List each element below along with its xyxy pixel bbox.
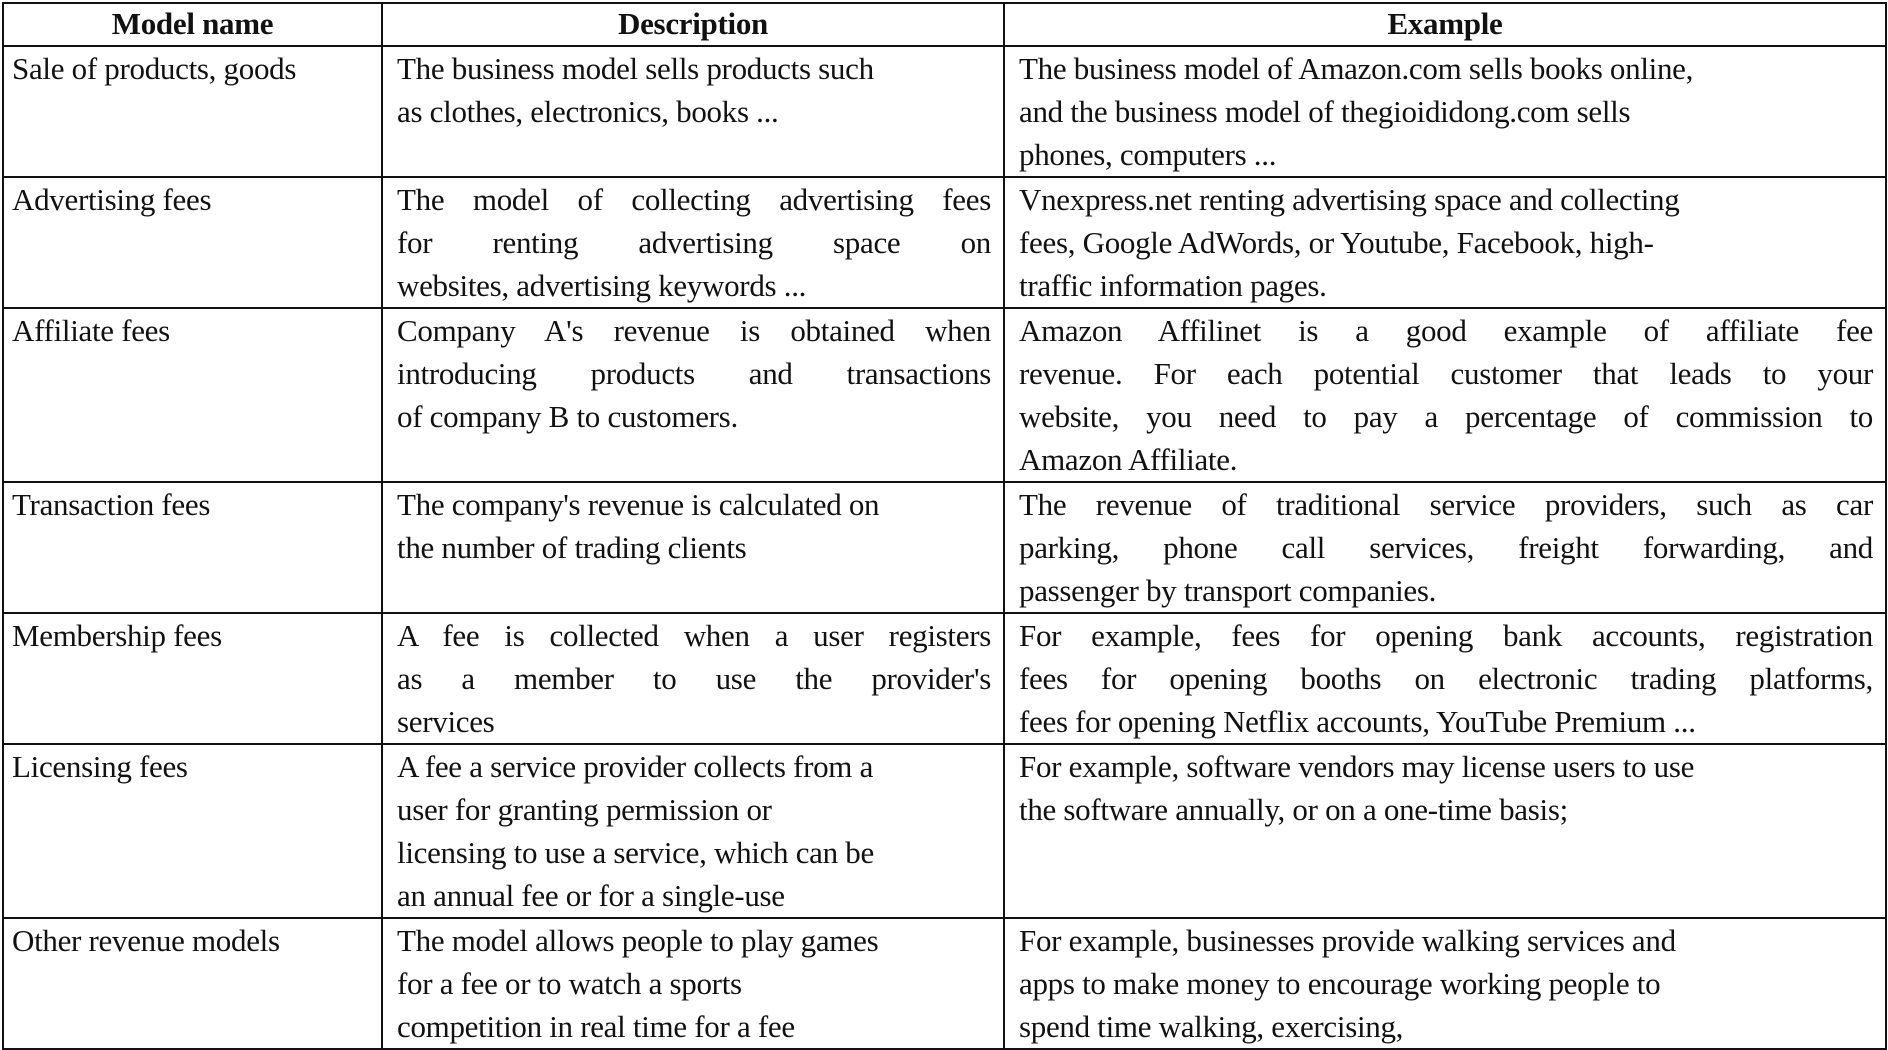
model-name-cell: Licensing fees bbox=[3, 744, 382, 918]
description-line: A fee is collected when a user registers bbox=[397, 618, 991, 653]
description-line: for renting advertising space on bbox=[397, 225, 991, 260]
example-line: spend time walking, exercising, bbox=[1019, 1009, 1404, 1044]
description-line: introducing products and transactions bbox=[397, 356, 991, 391]
example-line: Amazon Affiliate. bbox=[1019, 442, 1238, 477]
example-cell bbox=[1004, 918, 1886, 1049]
table-row bbox=[3, 308, 1886, 482]
description-line: services bbox=[397, 704, 495, 739]
header-model-name: Model name bbox=[3, 3, 382, 46]
example-cell bbox=[1004, 744, 1886, 918]
description-line: an annual fee or for a single-use bbox=[397, 878, 785, 913]
example-line: apps to make money to encourage working people to bbox=[1019, 966, 1661, 1001]
example-line: For example, fees for opening bank accounts, registration bbox=[1019, 618, 1873, 653]
model-name-cell: Affiliate fees bbox=[3, 308, 382, 482]
model-name-cell: Membership fees bbox=[3, 613, 382, 744]
table-row bbox=[3, 613, 1886, 744]
description-cell bbox=[382, 482, 1004, 613]
revenue-models-table bbox=[2, 2, 1887, 1050]
table-row bbox=[3, 46, 1886, 177]
example-line: For example, businesses provide walking services and bbox=[1019, 923, 1676, 958]
example-cell bbox=[1004, 613, 1886, 744]
example-cell bbox=[1004, 177, 1886, 308]
example-line: For example, software vendors may license users to use bbox=[1019, 749, 1695, 784]
example-line: passenger by transport companies. bbox=[1019, 573, 1437, 608]
example-line: parking, phone call services, freight forwarding, and bbox=[1019, 530, 1873, 565]
example-line: fees, Google AdWords, or Youtube, Facebook, high- bbox=[1019, 225, 1654, 260]
description-line: Company A's revenue is obtained when bbox=[397, 313, 991, 348]
table-row bbox=[3, 918, 1886, 1049]
example-line: The business model of Amazon.com sells books online, bbox=[1019, 51, 1694, 86]
description-line: The model allows people to play games bbox=[397, 923, 879, 958]
header-row bbox=[3, 3, 1886, 46]
description-line: A fee a service provider collects from a bbox=[397, 749, 874, 784]
description-cell bbox=[382, 744, 1004, 918]
table-body bbox=[3, 46, 1886, 1049]
example-line: phones, computers ... bbox=[1019, 137, 1277, 172]
model-name-cell: Advertising fees bbox=[3, 177, 382, 308]
example-cell bbox=[1004, 308, 1886, 482]
example-line: Vnexpress.net renting advertising space and collecting bbox=[1019, 182, 1680, 217]
description-line: The business model sells products such bbox=[397, 51, 874, 86]
description-cell bbox=[382, 308, 1004, 482]
example-cell bbox=[1004, 482, 1886, 613]
description-line: for a fee or to watch a sports bbox=[397, 966, 742, 1001]
table-row bbox=[3, 177, 1886, 308]
example-line: fees for opening booths on electronic trading platforms, bbox=[1019, 661, 1873, 696]
description-line: The model of collecting advertising fees bbox=[397, 182, 991, 217]
description-cell bbox=[382, 613, 1004, 744]
example-line: The revenue of traditional service providers, such as car bbox=[1019, 487, 1873, 522]
example-line: and the business model of thegioididong.com sells bbox=[1019, 94, 1631, 129]
description-line: The company's revenue is calculated on bbox=[397, 487, 880, 522]
description-cell bbox=[382, 918, 1004, 1049]
example-line: website, you need to pay a percentage of commission to bbox=[1019, 399, 1873, 434]
description-line: competition in real time for a fee bbox=[397, 1009, 795, 1044]
description-line: of company B to customers. bbox=[397, 399, 738, 434]
description-line: licensing to use a service, which can be bbox=[397, 835, 874, 870]
example-line: Amazon Affilinet is a good example of affiliate fee bbox=[1019, 313, 1873, 348]
example-line: revenue. For each potential customer that leads to your bbox=[1019, 356, 1873, 391]
description-line: as a member to use the provider's bbox=[397, 661, 991, 696]
header-description: Description bbox=[382, 3, 1004, 46]
description-line: websites, advertising keywords ... bbox=[397, 268, 807, 303]
table-row bbox=[3, 482, 1886, 613]
model-name-cell: Sale of products, goods bbox=[3, 46, 382, 177]
example-line: the software annually, or on a one-time basis; bbox=[1019, 792, 1568, 827]
example-line: fees for opening Netflix accounts, YouTube Premium ... bbox=[1019, 704, 1696, 739]
model-name-cell: Transaction fees bbox=[3, 482, 382, 613]
description-line: as clothes, electronics, books ... bbox=[397, 94, 779, 129]
header-example: Example bbox=[1004, 3, 1886, 46]
description-line: the number of trading clients bbox=[397, 530, 747, 565]
description-cell bbox=[382, 46, 1004, 177]
description-line: user for granting permission or bbox=[397, 792, 772, 827]
table-row bbox=[3, 744, 1886, 918]
description-cell bbox=[382, 177, 1004, 308]
example-line: traffic information pages. bbox=[1019, 268, 1327, 303]
model-name-cell: Other revenue models bbox=[3, 918, 382, 1049]
example-cell bbox=[1004, 46, 1886, 177]
